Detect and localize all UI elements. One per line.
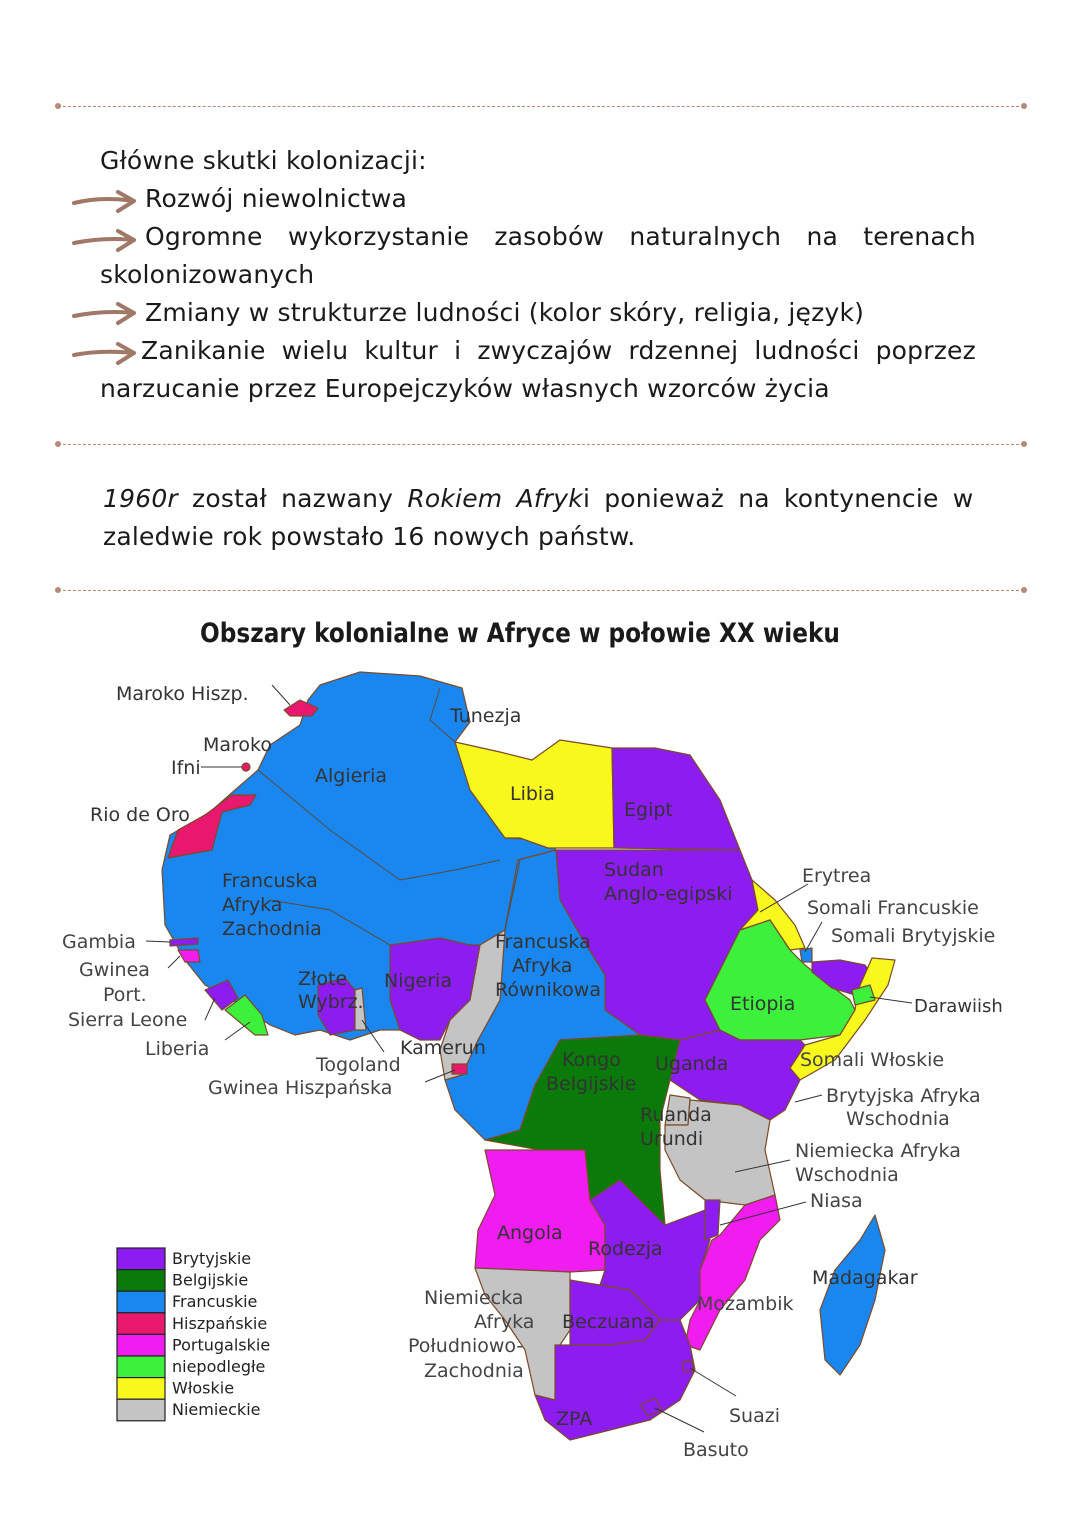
label-gwinea-hiszp: Gwinea Hiszpańska — [208, 1077, 393, 1099]
effect-item-3: Zmiany w strukturze ludności (kolor skóry, religia, język) — [145, 298, 865, 327]
africa-year-line-1 — [103, 480, 979, 518]
label-egipt: Egipt — [624, 799, 673, 821]
label-baw-2: Wschodnia — [846, 1108, 950, 1130]
label-baw-1: Brytyjska Afryka — [826, 1085, 981, 1107]
label-faz-3: Zachodnia — [222, 918, 322, 940]
label-kongo-1: Kongo — [562, 1049, 621, 1071]
map-legend — [117, 1248, 270, 1421]
label-etiopia: Etiopia — [730, 993, 796, 1015]
label-gwinea-1: Gwinea — [79, 959, 150, 981]
label-kamerun: Kamerun — [400, 1037, 486, 1059]
word: poprzez — [875, 336, 976, 365]
label-somali-wl: Somali Włoskie — [800, 1049, 945, 1071]
word: na — [806, 222, 839, 251]
africa-year-text-1: został nazwany — [177, 484, 408, 513]
label-sudan-2: Anglo-egipski — [604, 883, 733, 905]
effect-item-4-line-1 — [141, 332, 976, 370]
legend-label: Francuskie — [172, 1292, 258, 1312]
arrow-icon — [72, 302, 138, 326]
label-suazi: Suazi — [729, 1405, 780, 1427]
label-sierra: Sierra Leone — [68, 1009, 188, 1031]
legend-label: Niemieckie — [172, 1400, 261, 1420]
effect-item-4-line-2: narzucanie przez Europejczyków własnych wzorców życia — [100, 374, 830, 403]
legend-swatch — [117, 1248, 165, 1270]
region-niasa — [705, 1200, 720, 1240]
label-ruanda-2: Urundi — [640, 1128, 704, 1150]
word: zwyczajów — [477, 336, 613, 365]
label-algieria: Algieria — [315, 765, 388, 787]
legend-label: niepodległe — [172, 1357, 266, 1376]
effect-item-2-line-1 — [145, 218, 976, 256]
label-sudan-1: Sudan — [604, 859, 664, 881]
label-libia: Libia — [510, 783, 555, 805]
region-ifni — [242, 763, 250, 771]
label-gambia: Gambia — [62, 931, 136, 953]
word: naturalnych — [629, 222, 782, 251]
year-text: 1960r — [103, 484, 178, 513]
label-nafpz-2: Afryka — [474, 1311, 535, 1333]
arrow-icon — [72, 189, 138, 213]
region-suazi — [683, 1360, 693, 1372]
label-beczuana: Beczuana — [562, 1311, 655, 1333]
label-nafpz-4: Zachodnia — [424, 1360, 524, 1382]
label-nafpz-1: Niemiecka — [424, 1287, 524, 1309]
label-nafpz-3: Południowo- — [408, 1335, 524, 1357]
effect-item-1: Rozwój niewolnictwa — [145, 184, 408, 213]
label-maroko-hiszp: Maroko Hiszp. — [116, 683, 249, 705]
label-ifni: Ifni — [171, 757, 201, 779]
label-gwinea-2: Port. — [103, 984, 147, 1006]
word: terenach — [863, 222, 976, 251]
label-far-3: Równikowa — [495, 979, 601, 1001]
legend-label: Belgijskie — [172, 1270, 249, 1290]
label-far-2: Afryka — [512, 955, 573, 977]
label-somali-fr: Somali Francuskie — [807, 897, 979, 919]
legend-swatch — [117, 1313, 165, 1335]
word: Ogromne — [145, 222, 263, 251]
legend-label: Portugalskie — [172, 1335, 271, 1355]
word: wykorzystanie — [287, 222, 470, 251]
label-maroko: Maroko — [203, 734, 273, 756]
legend-label: Hiszpańskie — [172, 1313, 268, 1333]
effect-item-2-line-2: skolonizowanych — [100, 260, 315, 289]
region-spanish-guinea — [452, 1064, 467, 1074]
label-zpa: ZPA — [556, 1408, 593, 1430]
divider-middle — [58, 444, 1024, 445]
region-madagaskar — [820, 1215, 885, 1375]
word: wielu — [281, 336, 349, 365]
label-faz-1: Francuska — [222, 870, 318, 892]
africa-colonial-map — [0, 660, 1080, 1480]
word: Zanikanie — [141, 336, 266, 365]
label-zlote-2: Wybrz. — [298, 991, 364, 1013]
legend-swatch — [117, 1334, 165, 1356]
label-zlote-1: Złote — [298, 968, 348, 990]
label-mozambik: Mozambik — [697, 1293, 794, 1315]
label-rio: Rio de Oro — [90, 804, 190, 826]
word: zasobów — [494, 222, 605, 251]
label-angola: Angola — [497, 1222, 563, 1244]
label-faz-2: Afryka — [222, 894, 283, 916]
legend-swatch — [117, 1356, 165, 1378]
label-uganda: Uganda — [655, 1053, 729, 1075]
region-angola — [475, 1150, 605, 1272]
divider-bottom — [58, 590, 1024, 591]
word: ludności — [754, 336, 860, 365]
label-far-1: Francuska — [495, 931, 591, 953]
label-tunezja: Tunezja — [450, 705, 522, 727]
year-name: Rokiem Afryk — [407, 484, 583, 513]
word: rdzennej — [628, 336, 739, 365]
label-naw-1: Niemiecka Afryka — [795, 1140, 961, 1162]
africa-year-line-2: zaledwie rok powstało 16 nowych państw. — [103, 522, 636, 551]
label-erytrea: Erytrea — [802, 865, 872, 887]
legend-label: Brytyjskie — [172, 1249, 252, 1268]
label-ruanda-1: Ruanda — [640, 1104, 712, 1126]
label-darawiish: Darawiish — [914, 996, 1003, 1017]
effects-heading: Główne skutki kolonizacji: — [100, 146, 427, 175]
map-title: Obszary kolonialne w Afryce w połowie XX wieku — [200, 618, 840, 649]
label-nigeria: Nigeria — [384, 970, 452, 992]
label-niasa: Niasa — [810, 1190, 863, 1212]
arrow-icon — [72, 228, 138, 252]
legend-swatch — [117, 1399, 165, 1421]
word: kultur — [364, 336, 438, 365]
label-naw-2: Wschodnia — [795, 1164, 899, 1186]
arrow-icon — [72, 341, 138, 365]
legend-swatch — [117, 1378, 165, 1400]
africa-year-text-2: i ponieważ na kontynencie w — [582, 484, 974, 513]
label-rodezja: Rodezja — [588, 1238, 663, 1260]
legend-label: Włoskie — [172, 1378, 235, 1398]
label-liberia: Liberia — [145, 1038, 210, 1060]
label-basuto: Basuto — [683, 1439, 749, 1461]
region-gambia — [170, 938, 198, 946]
label-kongo-2: Belgijskie — [546, 1073, 637, 1095]
label-somali-bryt: Somali Brytyjskie — [831, 925, 996, 947]
label-madagaskar: Madagakar — [812, 1267, 918, 1289]
legend-swatch — [117, 1291, 165, 1313]
label-togoland: Togoland — [316, 1054, 401, 1076]
divider-top — [58, 106, 1024, 107]
region-guinea-port — [178, 950, 200, 962]
word: i — [454, 336, 462, 365]
legend-swatch — [117, 1270, 165, 1292]
